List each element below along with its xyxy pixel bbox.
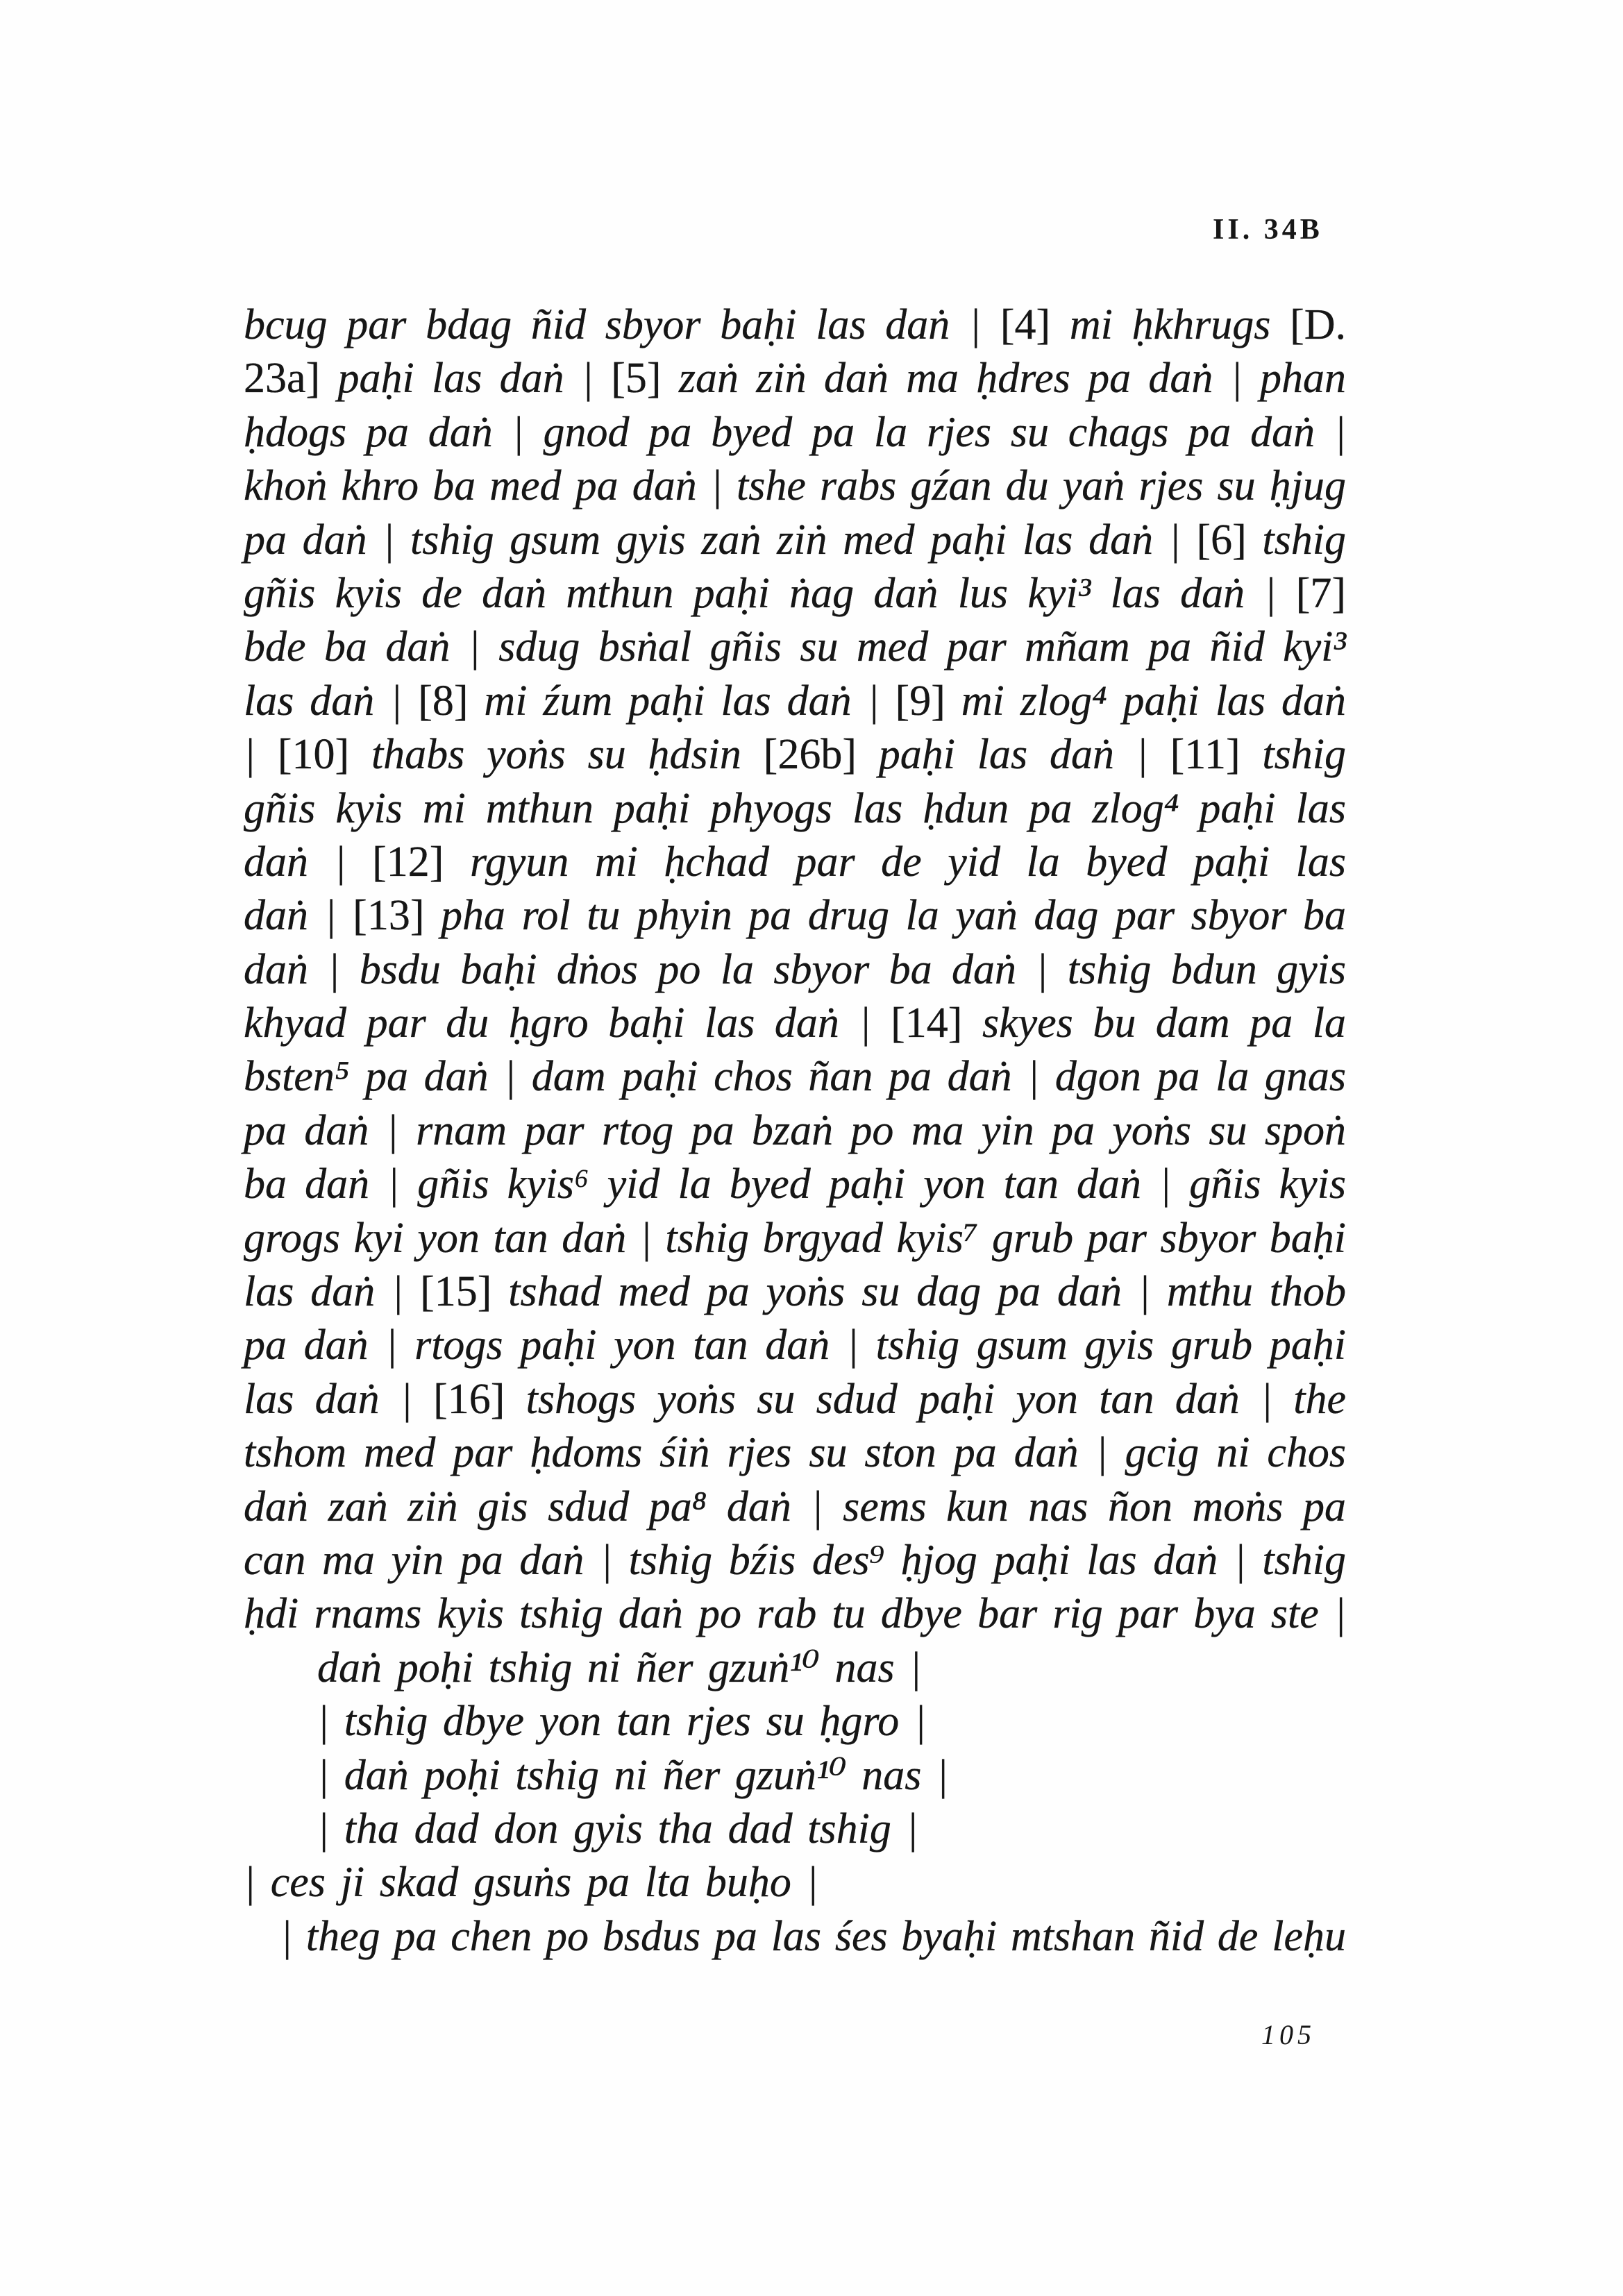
bracket-reference: [13]	[353, 892, 425, 940]
text-line: gñis kyis de daṅ mthun paḥi ṅag daṅ lus kyi³ las daṅ | [7]	[244, 569, 1346, 617]
bracket-reference: [8]	[418, 677, 469, 725]
page-number: 105	[1261, 2019, 1315, 2050]
bracket-reference: [12]	[372, 838, 444, 886]
bracket-reference: [4]	[1000, 301, 1051, 348]
text-line: pa daṅ | rtogs paḥi yon tan daṅ | tshig gsum gyis grub paḥi	[244, 1322, 1346, 1369]
text-line: khyad par du ḥgro baḥi las daṅ | [14] skyes bu dam pa la	[244, 999, 1346, 1047]
verse-line: | tha dad don gyis tha dad tshig |	[317, 1805, 918, 1852]
running-head: II. 34B	[1213, 214, 1323, 246]
text-line: khoṅ khro ba med pa daṅ | tshe rabs gźan du yaṅ rjes su ḥjug	[244, 462, 1346, 510]
bracket-reference: [9]	[895, 677, 945, 725]
text-line: bsten⁵ pa daṅ | dam paḥi chos ñan pa daṅ | dgon pa la gnas	[244, 1053, 1346, 1101]
text-line: | theg pa chen po bsdus pa las śes byaḥi mtshan ñid de leḥu	[280, 1912, 1346, 1960]
text-line: can ma yin pa daṅ | tshig bźis des⁹ ḥjog paḥi las daṅ | tshig	[244, 1536, 1346, 1584]
text-line: daṅ zaṅ ziṅ gis sdud pa⁸ daṅ | sems kun nas ñon moṅs pa	[244, 1483, 1346, 1530]
text-line: pa daṅ | rnam par rtog pa bzaṅ po ma yin pa yoṅs su spoṅ	[244, 1106, 1346, 1154]
text-line: daṅ | bsdu baḥi dṅos po la sbyor ba daṅ | tshig bdun gyis	[244, 945, 1346, 993]
text-line: grogs kyi yon tan daṅ | tshig brgyad kyis⁷ grub par sbyor baḥi	[244, 1214, 1346, 1262]
text-line: pa daṅ | tshig gsum gyis zaṅ ziṅ med paḥi las daṅ | [6] tshig	[244, 516, 1346, 564]
body-text	[244, 298, 1346, 1964]
text-line: gñis kyis mi mthun paḥi phyogs las ḥdun pa zlog⁴ paḥi las	[244, 784, 1346, 832]
bracket-reference: [16]	[433, 1375, 505, 1423]
bracket-reference: [11]	[1170, 731, 1241, 779]
text-line: las daṅ | [15] tshad med pa yoṅs su dag pa daṅ | mthu thob	[244, 1268, 1346, 1316]
text-line: ba daṅ | gñis kyis⁶ yid la byed paḥi yon tan daṅ | gñis kyis	[244, 1160, 1346, 1208]
text-line: 23a] paḥi las daṅ | [5] zaṅ ziṅ daṅ ma ḥdres pa daṅ | phan	[244, 355, 1347, 403]
text-line: ḥdogs pa daṅ | gnod pa byed pa la rjes su chags pa daṅ |	[244, 408, 1346, 456]
verse-line: daṅ poḥi tshig ni ñer gzuṅ¹⁰ nas |	[317, 1644, 922, 1691]
bracket-reference: [5]	[611, 355, 662, 403]
text-line: daṅ | [12] rgyun mi ḥchad par de yid la byed paḥi las	[244, 838, 1346, 886]
verse-line: | daṅ poḥi tshig ni ñer gzuṅ¹⁰ nas |	[317, 1751, 949, 1799]
bracket-reference: [10]	[277, 731, 350, 779]
bracket-reference: [7]	[1295, 569, 1346, 617]
bracket-reference: [26b]	[763, 731, 857, 779]
text-line: las daṅ | [16] tshogs yoṅs su sdud paḥi yon tan daṅ | the	[244, 1375, 1346, 1423]
text-line: ḥdi rnams kyis tshig daṅ po rab tu dbye bar rig par bya ste |	[244, 1590, 1346, 1638]
text-line: las daṅ | [8] mi źum paḥi las daṅ | [9] mi zlog⁴ paḥi las daṅ	[244, 677, 1346, 725]
bracket-reference: 23a]	[244, 355, 321, 403]
bracket-reference: [15]	[420, 1268, 492, 1316]
bracket-reference: [6]	[1196, 516, 1247, 564]
text-line: daṅ | [13] pha rol tu phyin pa drug la yaṅ dag par sbyor ba	[244, 892, 1347, 940]
text-line: | [10] thabs yoṅs su ḥdsin [26b] paḥi las daṅ | [11] tshig	[244, 731, 1347, 779]
verse-closing-line: | ces ji skad gsuṅs pa lta buḥo |	[244, 1859, 818, 1907]
bracket-reference: [D.	[1290, 301, 1346, 348]
bracket-reference: [14]	[891, 999, 963, 1047]
text-line: bcug par bdag ñid sbyor baḥi las daṅ | [4] mi ḥkhrugs [D.	[244, 301, 1346, 348]
text-line: bde ba daṅ | sdug bsṅal gñis su med par mñam pa ñid kyi³	[244, 623, 1346, 671]
text-line: tshom med par ḥdoms śiṅ rjes su ston pa daṅ | gcig ni chos	[244, 1429, 1346, 1477]
verse-line: | tshig dbye yon tan rjes su ḥgro |	[317, 1698, 927, 1746]
